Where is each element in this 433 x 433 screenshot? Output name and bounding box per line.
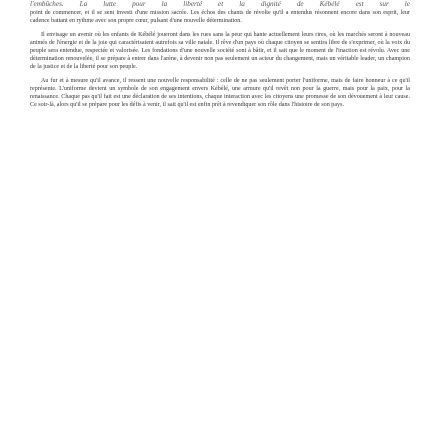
paragraph-3: Au fur et à mesure qu'il avance, il ressent une nouvelle responsabilité : celle de ne pas seulement porter l'uniforme, mais de faire honneur à ce qu'il représente. L'uniforme devient un symbole de son engagement envers Kébélé, une armure qu'il revêt non pour la guerre, mais pour la paix, pour la renaissance. Chaque pas qu'il fait est une déclaration de ses intentions, chaque interaction avec les citoyens une promesse de son dévouement à leur cause. Ce soir-là, alors qu'il se prépare pour les défis à venir, il sait qu'il est enfin prêt à revendiquer son rôle dans l'histoire de son pays. [30,78,410,109]
running-text-top-line: l'embûches. La lutte pour la liberté et la dignité de Kébélé est sur le [30,0,410,8]
paragraph-2: Il envisage un avenir où les enfants de Kébélé joueront dans les rues sans la peur qui hante actuellement leurs rires, où les marchés seront à nouveau animés de l'énergie et de la joie qui caractérisaient autrefois sa ville natale. Il rêve d'un pays où chaque citoyen se sentira libre de s'exprimer, où la voix du peuple sera entendue, respectée et valorisée. Les fondations d'une nouvelle société sont à bâtir, et il sait que le moment de l'inaction est révolu. Avec une détermination renouvelée, il se prépare à entrer dans l'arène, à devenir non pas seulement un acteur du changement, mais un véritable leader, un champion de la justice et de la liberté pour son peuple. [30,32,410,71]
document-page [30,0,410,433]
paragraph-1: point de commencer, et il se sent investi d'une mission sacrée. Les échos des chants de révolte qu'il a entendus résonnent encore dans son esprit, leur cadence battant en rythme avec son propre cœur, pulsant d'une nouvelle détermination. [30,10,410,25]
